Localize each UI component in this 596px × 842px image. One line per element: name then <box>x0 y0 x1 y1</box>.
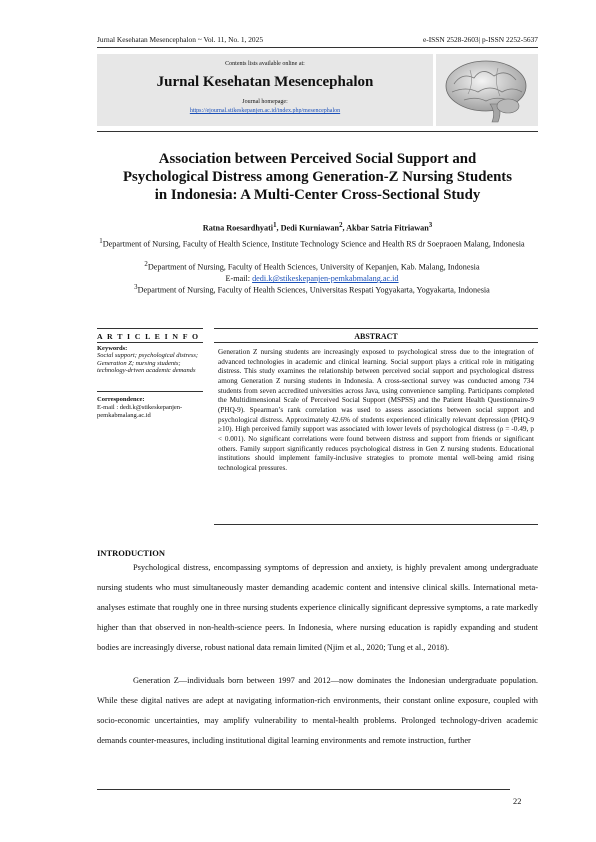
running-header-issn: e-ISSN 2528-2603| p-ISSN 2252-5637 <box>422 35 538 44</box>
affiliation-1 <box>84 236 540 250</box>
running-header-journal: Jurnal Kesehatan Mesencephalon ~ Vol. 11, No. 1, 2025 <box>97 35 264 44</box>
journal-banner <box>97 54 433 126</box>
affiliation-text: Department of Nursing, Faculty of Health Science, Institute Technology Science and Health RS dr Soepraoen Malang, Indonesia <box>102 239 525 249</box>
correspondence-text: E-mail : dedi.k@stikeskepanjen-pemkabmalang.ac.id <box>97 404 183 419</box>
affiliation-mark: 3 <box>134 284 138 291</box>
affiliation-text: Department of Nursing, Faculty of Health Sciences, Universitas Respati Yogyakarta, Yogyakarta, Indonesia <box>137 285 490 295</box>
introduction-paragraph <box>97 558 538 658</box>
affiliation-text: Department of Nursing, Faculty of Health Sciences, University of Kepanjen, Kab. Malang, Indonesia <box>147 262 480 272</box>
author-separator: , <box>276 223 281 233</box>
email-label: E-mail: <box>225 274 253 284</box>
author-name: Akbar Satria Fitriawan <box>346 223 429 233</box>
author-affiliation-mark: 2 <box>339 222 343 229</box>
article-info-top-rule <box>97 328 203 329</box>
affiliation-3 <box>84 282 540 296</box>
keywords-text: Social support; psychological distress; Generation Z; nursing students; technology-driven academic demands <box>97 352 199 375</box>
affiliation-mark: 2 <box>144 261 148 268</box>
correspondence-label: Correspondence: <box>97 396 145 403</box>
author-affiliation-mark: 1 <box>273 222 277 229</box>
author-name: Ratna Roesardhyati <box>202 223 274 233</box>
affiliation-mark: 1 <box>99 238 103 245</box>
banner-rule <box>97 131 538 132</box>
availability-note: Contents lists available online at: <box>225 61 305 67</box>
paragraph-text: Psychological distress, encompassing symptoms of depression and anxiety, is highly prevalent among undergraduate nursing students who must simultaneously master demanding academic content and intensive clinical skills. International meta-analyses estimate that roughly one in three nursing students experience clinically significant depressive symptoms, a rate markedly higher than that observed in non-health-science peers. In Indonesia, where nursing education is rapidly expanding and student bodies are increasingly diverse, robust national data remain limited (Njim et al., 2020; Tung et al., 2018). <box>97 563 538 652</box>
page-number: 22 <box>513 797 522 806</box>
introduction-heading: INTRODUCTION <box>97 548 166 558</box>
author-affiliation-mark: 3 <box>428 222 433 229</box>
title-line: Association between Perceived Social Support and <box>158 151 477 167</box>
brain-logo <box>436 54 538 126</box>
paragraph-text: Generation Z—individuals born between 1997 and 2012—now dominates the Indonesian undergraduate population. While these digital natives are adept at navigating information-rich environments, their constant online exposure, coupled with socio-economic uncertainties, may amplify vulnerability to mental-health problems. Prolonged technology-driven academic demands counter-measures, including institutional digital learning environments and remote instruction, further <box>97 676 538 745</box>
article-title <box>97 150 538 204</box>
abstract-top-rule <box>214 328 538 329</box>
footer-rule <box>97 789 510 790</box>
abstract-text: Generation Z nursing students are increasingly exposed to psychological stress due to the integration of advanced technologies in academic and clinical learning. Social support plays a critical role in mitigating distress. This study examines the relationship between perceived social support and psychological distress among Generation Z nursing students in Indonesia. A cross-sectional survey was conducted among 734 students from seven accredited universities across Java, using convenience sampling. Participants completed the Multidimensional Scale of Perceived Social Support (MSPSS) and the Patient Health Questionnaire-9 (PHQ-9). Spearman’s rank correlation was used to assess associations between social support and psychological distress. Approximately 42.6% of students experienced clinically relevant depression (PHQ-9 ≥10). High perceived family support was associated with lower levels of psychological distress (ρ = -0.49, p < 0.001). No significant correlations were found between distress and support from friends or significant others. Family support significantly reduces psychological distress in Gen Z nursing students. Educational institutions should implement family-inclusive strategies to promote mental well-being amid rising technological pressures. <box>218 348 534 472</box>
article-info-heading: A R T I C L E I N F O <box>97 332 200 341</box>
title-line: Psychological Distress among Generation-Z Nursing Students <box>123 169 512 185</box>
keywords-rule <box>97 391 203 392</box>
homepage-label: Journal homepage: <box>242 99 288 105</box>
brain-illustration-icon <box>436 54 538 126</box>
affiliation-2 <box>84 259 540 285</box>
abstract-head-rule <box>214 342 538 343</box>
abstract-heading: ABSTRACT <box>354 332 398 341</box>
journal-name: Jurnal Kesehatan Mesencephalon <box>156 74 374 90</box>
title-line: in Indonesia: A Multi-Center Cross-Sectional Study <box>154 187 481 203</box>
abstract-bottom-rule <box>214 524 538 525</box>
author-name: Dedi Kurniawan <box>280 223 340 233</box>
author-separator: , <box>342 223 347 233</box>
homepage-link[interactable]: https://ejournal.stikeskepanjen.ac.id/index.php/mesencephalon <box>189 108 341 114</box>
introduction-paragraph <box>97 671 538 751</box>
header-rule <box>97 47 538 48</box>
article-info-head-rule <box>97 342 203 343</box>
author-list <box>97 222 538 233</box>
email-link[interactable]: dedi.k@stikeskepanjen-pemkabmalang.ac.id <box>252 274 399 284</box>
keywords-label: Keywords: <box>97 345 128 352</box>
